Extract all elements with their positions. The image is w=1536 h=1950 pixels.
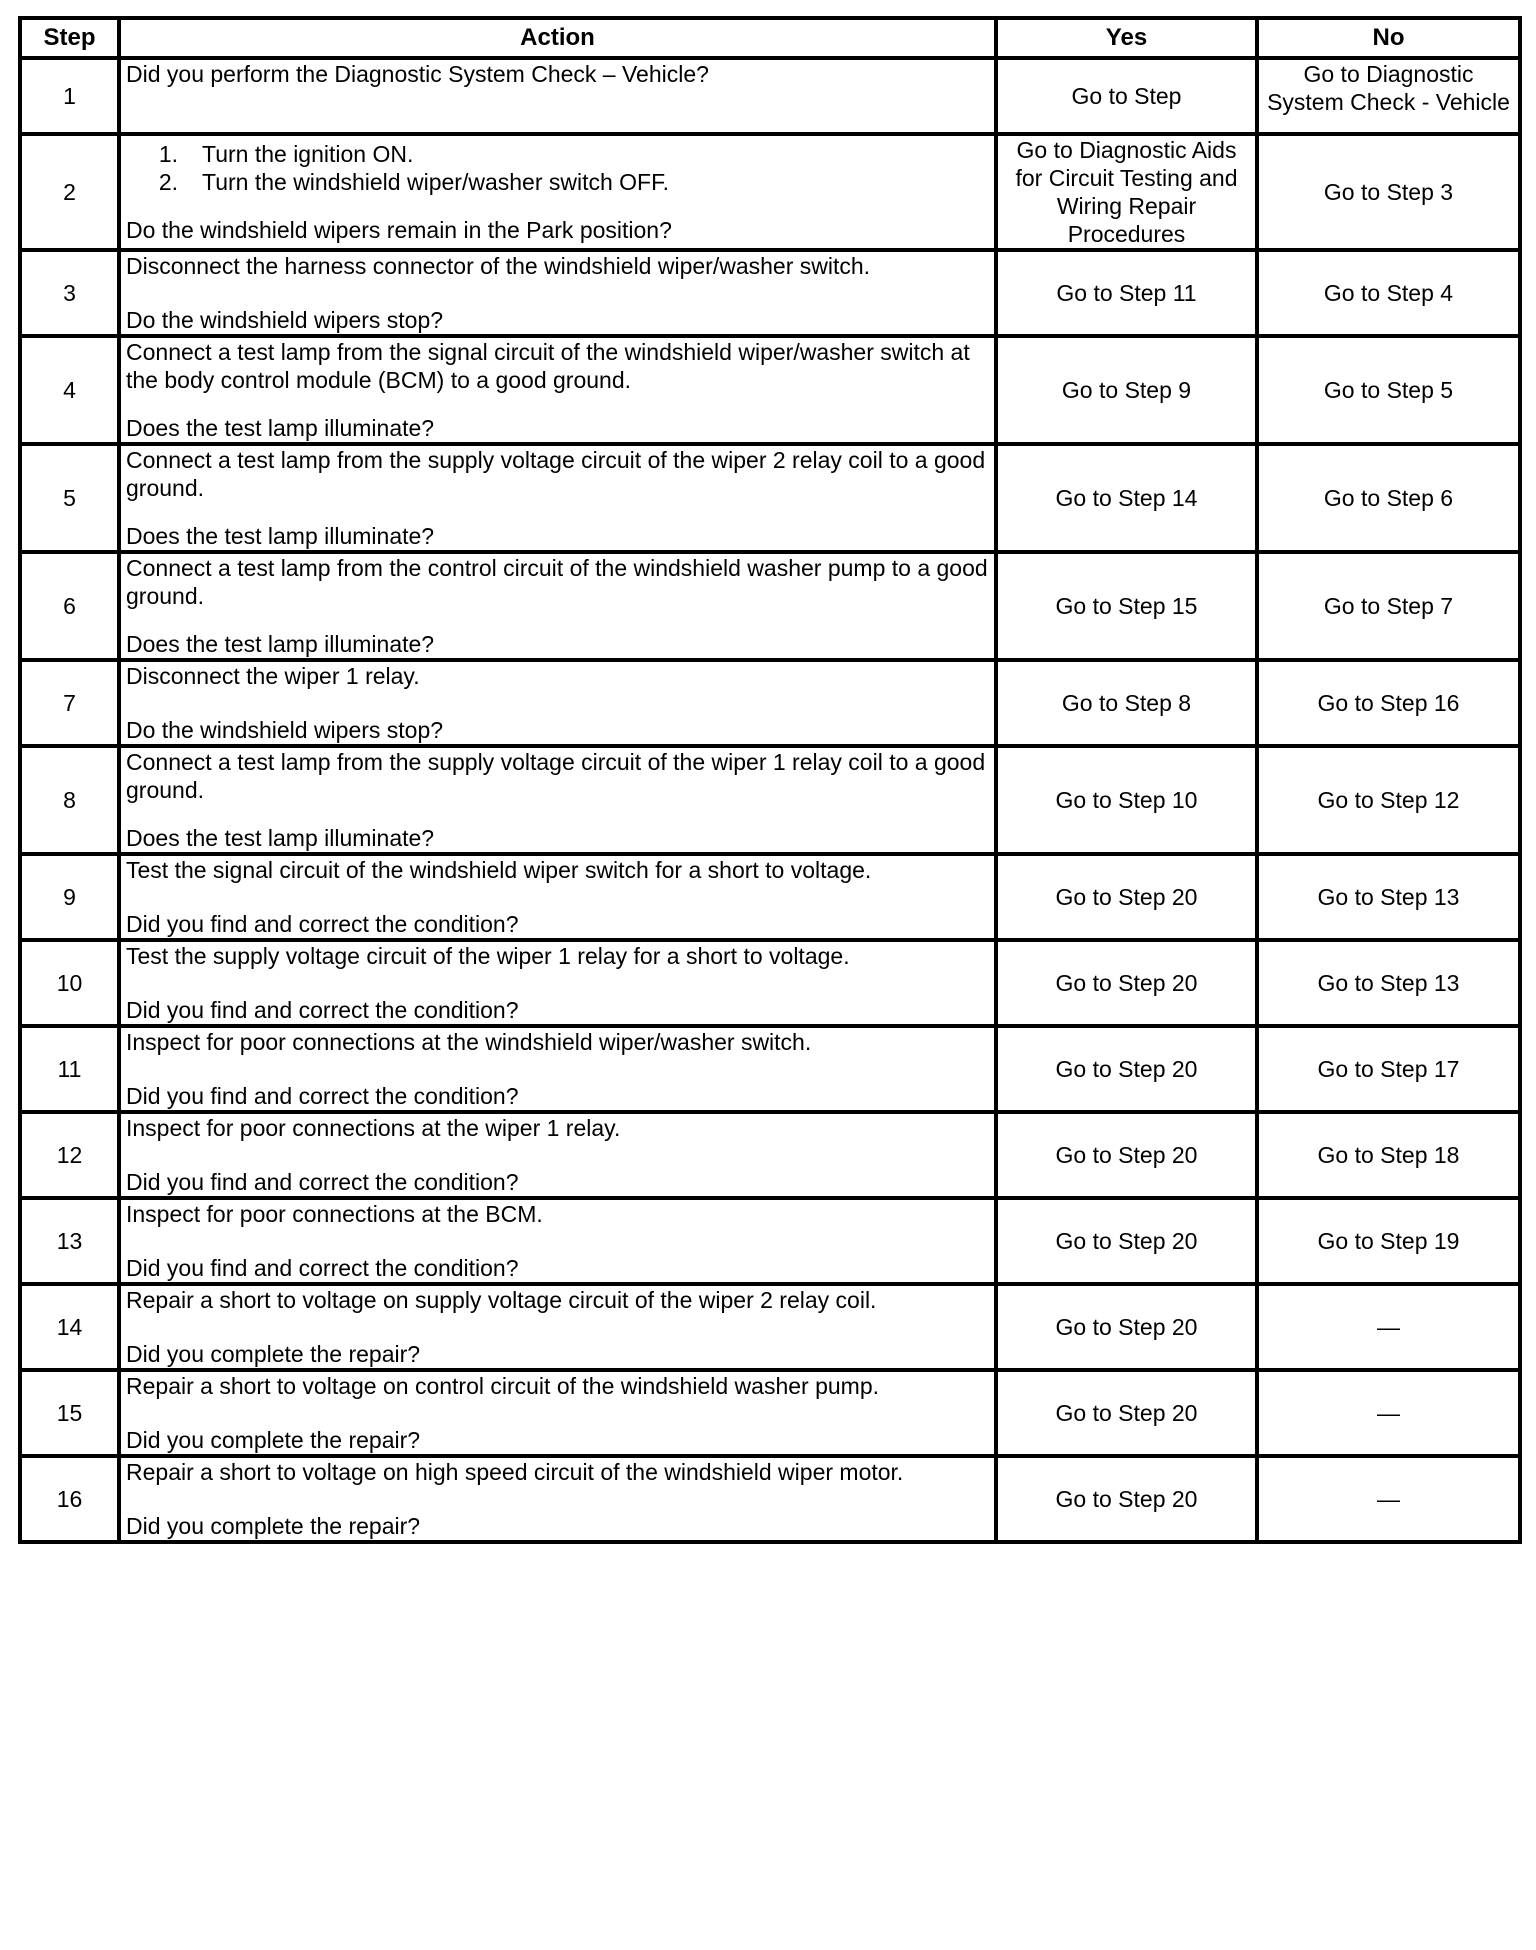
list-number: 2. bbox=[158, 169, 178, 195]
action-text: Test the signal circuit of the windshield wiper switch for a short to voltage. bbox=[126, 857, 872, 883]
header-step: Step bbox=[20, 18, 119, 58]
action-instructions bbox=[126, 748, 989, 804]
action-text: Connect a test lamp from the control circuit of the windshield washer pump to a good ground. bbox=[126, 555, 988, 609]
action-cell bbox=[119, 854, 996, 940]
action-text: Disconnect the wiper 1 relay. bbox=[126, 663, 420, 689]
yes-action-link[interactable]: Go to Step 20 bbox=[996, 1026, 1257, 1112]
yes-action-link[interactable]: Go to Step 20 bbox=[996, 1198, 1257, 1284]
action-question: Does the test lamp illuminate? bbox=[126, 825, 435, 851]
no-action-link[interactable]: Go to Step 18 bbox=[1257, 1112, 1520, 1198]
action-cell bbox=[119, 1370, 996, 1456]
table-row bbox=[20, 746, 1520, 854]
no-action-dash: — bbox=[1257, 1370, 1520, 1456]
action-list-item bbox=[126, 140, 989, 168]
yes-action-link[interactable]: Go to Step 20 bbox=[996, 854, 1257, 940]
list-number: 1. bbox=[158, 141, 178, 167]
no-action-link[interactable]: Go to Step 19 bbox=[1257, 1198, 1520, 1284]
action-text: Connect a test lamp from the supply voltage circuit of the wiper 2 relay coil to a good ground. bbox=[126, 447, 986, 501]
action-cell bbox=[119, 940, 996, 1026]
step-number: 4 bbox=[20, 336, 119, 444]
yes-action-link[interactable]: Go to Diagnostic Aids for Circuit Testing and Wiring Repair Procedures bbox=[996, 134, 1257, 250]
action-instructions bbox=[126, 662, 989, 690]
step-number: 9 bbox=[20, 854, 119, 940]
yes-action-link[interactable]: Go to Step 20 bbox=[996, 940, 1257, 1026]
header-row bbox=[20, 18, 1520, 58]
step-number: 12 bbox=[20, 1112, 119, 1198]
action-question: Did you complete the repair? bbox=[126, 1427, 421, 1453]
no-action-link[interactable]: Go to Step 7 bbox=[1257, 552, 1520, 660]
action-text: Inspect for poor connections at the BCM. bbox=[126, 1201, 543, 1227]
table-row bbox=[20, 1198, 1520, 1284]
action-question: Did you find and correct the condition? bbox=[126, 911, 519, 937]
action-text: Connect a test lamp from the supply voltage circuit of the wiper 1 relay coil to a good ground. bbox=[126, 749, 986, 803]
action-cell bbox=[119, 1456, 996, 1542]
table-row bbox=[20, 134, 1520, 250]
yes-action-link[interactable]: Go to Step 11 bbox=[996, 250, 1257, 336]
action-instructions bbox=[126, 60, 989, 88]
action-instructions bbox=[126, 1286, 989, 1314]
action-cell bbox=[119, 336, 996, 444]
no-action-link[interactable]: Go to Step 6 bbox=[1257, 444, 1520, 552]
table-row bbox=[20, 1112, 1520, 1198]
action-text: Did you perform the Diagnostic System Check – Vehicle? bbox=[126, 61, 709, 87]
action-instructions bbox=[126, 1114, 989, 1142]
no-action-link[interactable]: Go to Step 13 bbox=[1257, 940, 1520, 1026]
header-action: Action bbox=[119, 18, 996, 58]
action-text: Repair a short to voltage on control circuit of the windshield washer pump. bbox=[126, 1373, 880, 1399]
no-action-link[interactable]: Go to Step 4 bbox=[1257, 250, 1520, 336]
action-question: Did you complete the repair? bbox=[126, 1513, 421, 1539]
no-action-link[interactable]: Go to Step 13 bbox=[1257, 854, 1520, 940]
action-cell bbox=[119, 660, 996, 746]
step-number: 8 bbox=[20, 746, 119, 854]
no-action-link[interactable]: Go to Step 16 bbox=[1257, 660, 1520, 746]
no-action-dash: — bbox=[1257, 1456, 1520, 1542]
yes-action-link[interactable]: Go to Step 10 bbox=[996, 746, 1257, 854]
no-action-dash: — bbox=[1257, 1284, 1520, 1370]
table-row bbox=[20, 660, 1520, 746]
table-row bbox=[20, 444, 1520, 552]
action-instructions bbox=[126, 1028, 989, 1056]
step-number: 13 bbox=[20, 1198, 119, 1284]
step-number: 6 bbox=[20, 552, 119, 660]
action-instructions bbox=[126, 942, 989, 970]
step-number: 5 bbox=[20, 444, 119, 552]
action-cell bbox=[119, 552, 996, 660]
action-instructions bbox=[126, 252, 989, 280]
action-cell bbox=[119, 1112, 996, 1198]
step-number: 15 bbox=[20, 1370, 119, 1456]
action-text: Disconnect the harness connector of the windshield wiper/washer switch. bbox=[126, 253, 871, 279]
action-instructions bbox=[126, 554, 989, 610]
yes-action-link[interactable]: Go to Step 14 bbox=[996, 444, 1257, 552]
step-number: 2 bbox=[20, 134, 119, 250]
table-row bbox=[20, 250, 1520, 336]
header-no: No bbox=[1257, 18, 1520, 58]
action-cell bbox=[119, 1284, 996, 1370]
action-cell bbox=[119, 444, 996, 552]
table-row bbox=[20, 1370, 1520, 1456]
table-row bbox=[20, 1456, 1520, 1542]
action-question: Do the windshield wipers stop? bbox=[126, 717, 444, 743]
no-action-link[interactable]: Go to Diagnostic System Check - Vehicle bbox=[1257, 58, 1520, 134]
action-cell bbox=[119, 1198, 996, 1284]
action-instructions bbox=[126, 1372, 989, 1400]
step-number: 3 bbox=[20, 250, 119, 336]
action-question: Did you find and correct the condition? bbox=[126, 997, 519, 1023]
diagnostic-table bbox=[18, 16, 1522, 1544]
table-body bbox=[20, 58, 1520, 1542]
step-number: 7 bbox=[20, 660, 119, 746]
action-text: Test the supply voltage circuit of the wiper 1 relay for a short to voltage. bbox=[126, 943, 850, 969]
action-question: Does the test lamp illuminate? bbox=[126, 523, 435, 549]
no-action-link[interactable]: Go to Step 5 bbox=[1257, 336, 1520, 444]
table-row bbox=[20, 58, 1520, 134]
yes-action-link[interactable]: Go to Step bbox=[996, 58, 1257, 134]
table-row bbox=[20, 336, 1520, 444]
action-cell bbox=[119, 1026, 996, 1112]
yes-action-link[interactable]: Go to Step 20 bbox=[996, 1370, 1257, 1456]
action-text: Inspect for poor connections at the windshield wiper/washer switch. bbox=[126, 1029, 812, 1055]
no-action-link[interactable]: Go to Step 17 bbox=[1257, 1026, 1520, 1112]
no-action-link[interactable]: Go to Step 12 bbox=[1257, 746, 1520, 854]
yes-action-link[interactable]: Go to Step 8 bbox=[996, 660, 1257, 746]
action-instructions bbox=[126, 446, 989, 502]
yes-action-link[interactable]: Go to Step 20 bbox=[996, 1112, 1257, 1198]
no-action-link[interactable]: Go to Step 3 bbox=[1257, 134, 1520, 250]
action-instructions bbox=[126, 1458, 989, 1486]
action-question: Did you complete the repair? bbox=[126, 1341, 421, 1367]
yes-action-link[interactable]: Go to Step 20 bbox=[996, 1284, 1257, 1370]
action-instructions bbox=[126, 1200, 989, 1228]
action-cell bbox=[119, 250, 996, 336]
action-cell bbox=[119, 134, 996, 250]
action-list-item bbox=[126, 168, 989, 196]
action-text: Repair a short to voltage on high speed circuit of the windshield wiper motor. bbox=[126, 1459, 904, 1485]
list-text: Turn the ignition ON. bbox=[202, 141, 414, 167]
table-row bbox=[20, 854, 1520, 940]
yes-action-link[interactable]: Go to Step 15 bbox=[996, 552, 1257, 660]
table-row bbox=[20, 1284, 1520, 1370]
action-question: Does the test lamp illuminate? bbox=[126, 415, 435, 441]
action-question: Did you find and correct the condition? bbox=[126, 1169, 519, 1195]
action-instructions bbox=[126, 856, 989, 884]
action-cell bbox=[119, 746, 996, 854]
table-row bbox=[20, 552, 1520, 660]
action-instructions bbox=[126, 140, 989, 196]
table-row bbox=[20, 940, 1520, 1026]
step-number: 16 bbox=[20, 1456, 119, 1542]
action-cell bbox=[119, 58, 996, 134]
action-instructions bbox=[126, 338, 989, 394]
action-question: Do the windshield wipers stop? bbox=[126, 307, 444, 333]
step-number: 11 bbox=[20, 1026, 119, 1112]
table-row bbox=[20, 1026, 1520, 1112]
step-number: 1 bbox=[20, 58, 119, 134]
action-text: Connect a test lamp from the signal circuit of the windshield wiper/washer switch at the body control module (BCM) to a good ground. bbox=[126, 339, 970, 393]
action-question: Do the windshield wipers remain in the Park position? bbox=[126, 217, 672, 243]
action-question: Did you find and correct the condition? bbox=[126, 1083, 519, 1109]
yes-action-link[interactable]: Go to Step 20 bbox=[996, 1456, 1257, 1542]
list-text: Turn the windshield wiper/washer switch OFF. bbox=[202, 169, 669, 195]
step-number: 14 bbox=[20, 1284, 119, 1370]
step-number: 10 bbox=[20, 940, 119, 1026]
header-yes: Yes bbox=[996, 18, 1257, 58]
action-text: Inspect for poor connections at the wiper 1 relay. bbox=[126, 1115, 621, 1141]
action-question: Does the test lamp illuminate? bbox=[126, 631, 435, 657]
action-question: Did you find and correct the condition? bbox=[126, 1255, 519, 1281]
action-text: Repair a short to voltage on supply voltage circuit of the wiper 2 relay coil. bbox=[126, 1287, 877, 1313]
yes-action-link[interactable]: Go to Step 9 bbox=[996, 336, 1257, 444]
